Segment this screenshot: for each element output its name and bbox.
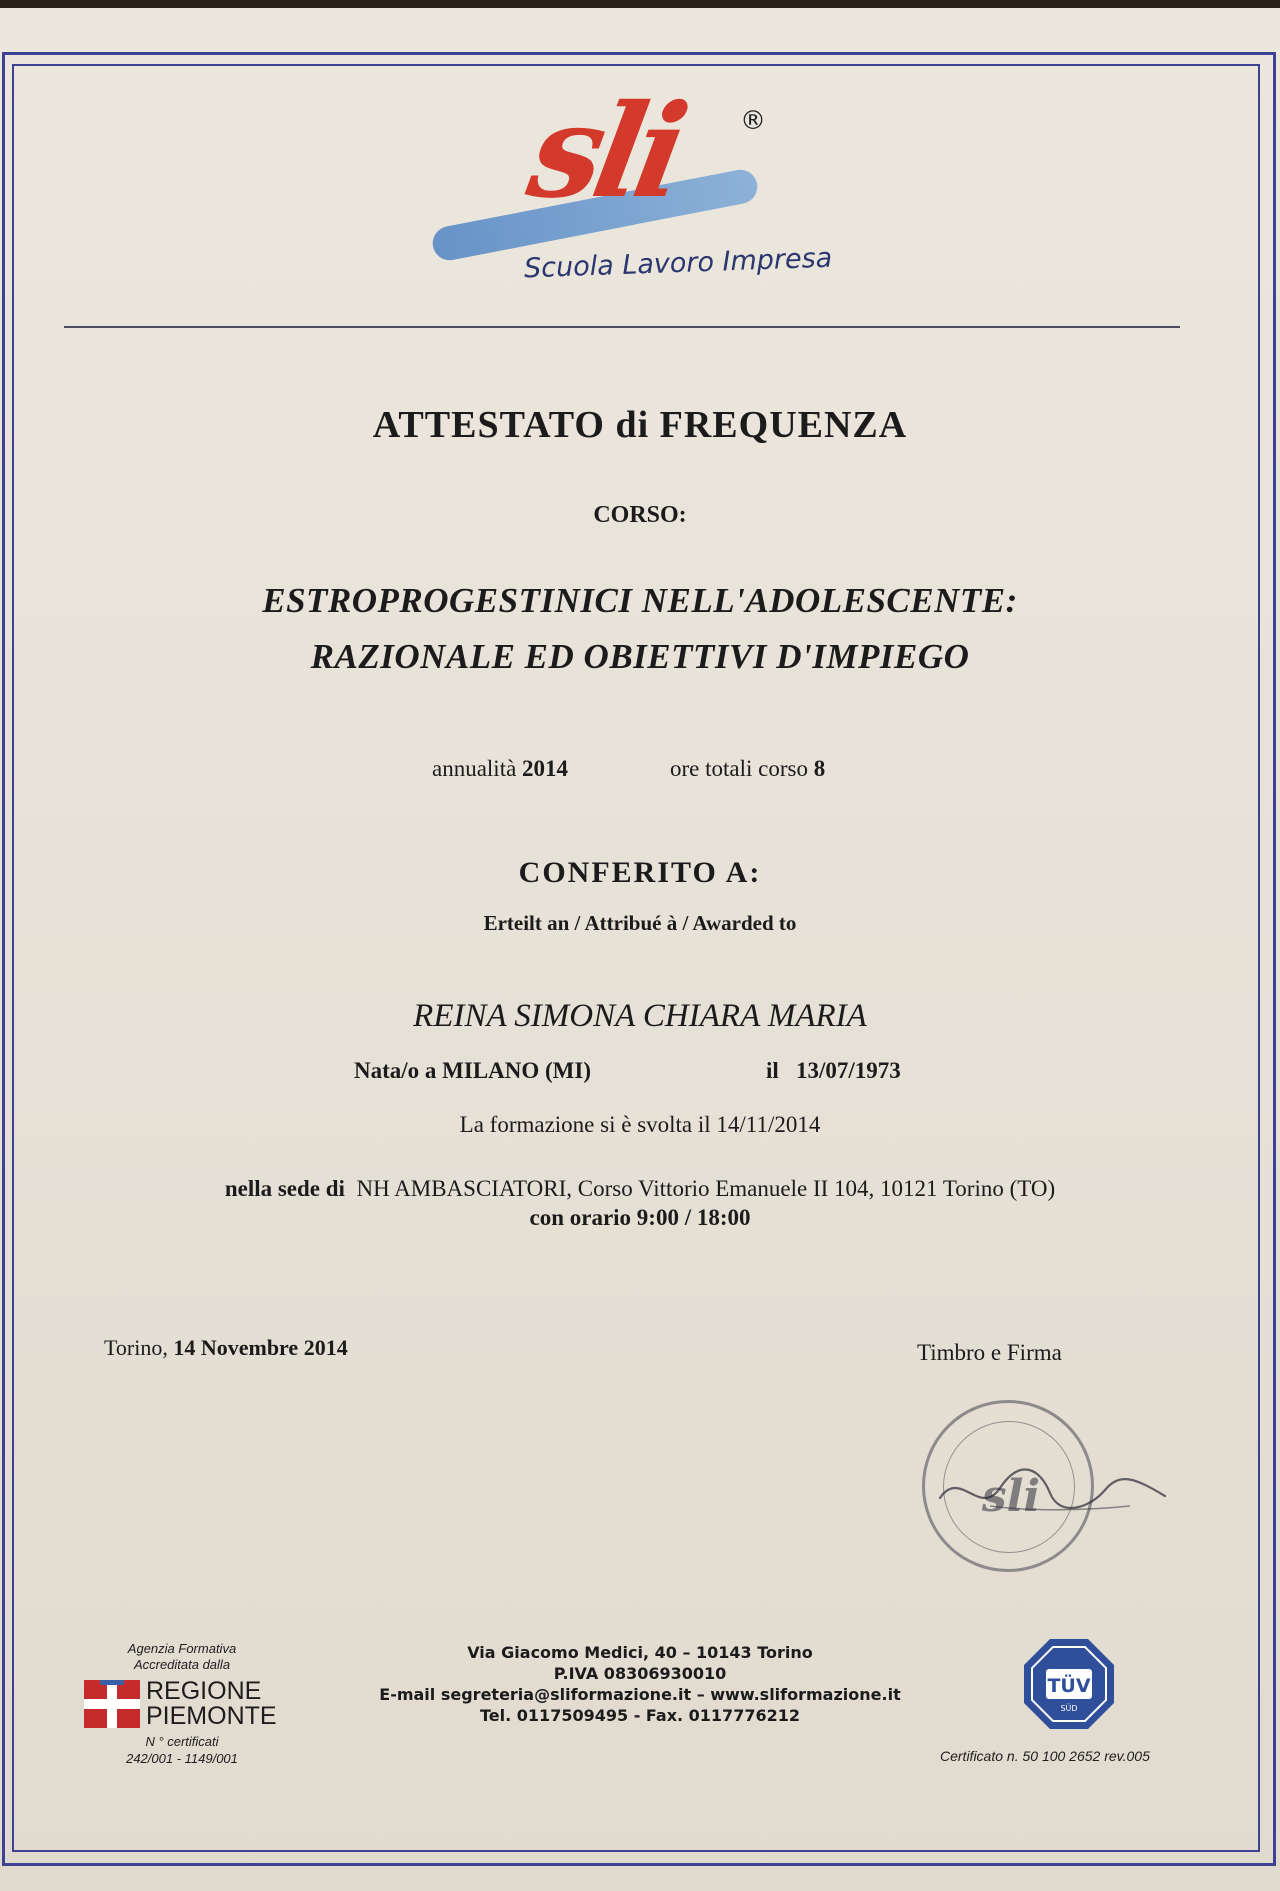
signature bbox=[930, 1448, 1170, 1528]
birth-date bbox=[766, 1058, 901, 1084]
training-date: La formazione si è svolta il 14/11/2014 bbox=[459, 1112, 821, 1137]
birth-place: Nata/o a MILANO (MI) bbox=[354, 1058, 591, 1083]
issue-date: 14 Novembre 2014 bbox=[173, 1335, 348, 1360]
ore-value: 8 bbox=[813, 756, 826, 781]
email-website: E-mail segreteria@sliformazione.it – www.sliformazione.it bbox=[379, 1685, 901, 1704]
region-line1: REGIONE bbox=[146, 1677, 262, 1705]
conferito-heading: CONFERITO A: bbox=[518, 856, 762, 889]
ore-label: ore totali corso bbox=[670, 756, 808, 781]
cert-label: N ° certificati bbox=[145, 1734, 219, 1749]
annualita-value: 2014 bbox=[522, 756, 569, 781]
tuv-certificate-number: Certificato n. 50 100 2652 rev.005 bbox=[940, 1748, 1150, 1764]
annualita bbox=[432, 756, 568, 782]
venue-address: NH AMBASCIATORI, Corso Vittorio Emanuele II 104, 10121 Torino (TO) bbox=[356, 1176, 1056, 1201]
vat-number: P.IVA 08306930010 bbox=[553, 1664, 727, 1683]
stamp-signature-label: Timbro e Firma bbox=[917, 1340, 1062, 1365]
course-label: CORSO: bbox=[593, 502, 687, 528]
issue-place: Torino, bbox=[104, 1335, 168, 1360]
birth-date-value: 13/07/1973 bbox=[796, 1058, 901, 1083]
cert-numbers: 242/001 - 1149/001 bbox=[126, 1751, 238, 1766]
stamp-mark: sli bbox=[981, 1471, 1041, 1522]
sli-logo bbox=[420, 77, 833, 298]
place-and-date bbox=[104, 1335, 348, 1361]
tuv-sub: SÜD bbox=[1060, 1704, 1078, 1713]
address: Via Giacomo Medici, 40 – 10143 Torino bbox=[467, 1643, 813, 1662]
venue-label: nella sede di bbox=[224, 1176, 345, 1201]
phone-fax: Tel. 0117509495 - Fax. 0117776212 bbox=[480, 1706, 800, 1725]
tuv-mark: TÜV bbox=[1047, 1675, 1091, 1697]
region-line2: PIEMONTE bbox=[146, 1702, 277, 1730]
inner-border bbox=[12, 64, 1260, 1852]
recipient-name: REINA SIMONA CHIARA MARIA bbox=[413, 998, 867, 1034]
ore-totali bbox=[670, 756, 825, 782]
annualita-label: annualità bbox=[432, 756, 517, 781]
agency-line2: Accreditata dalla bbox=[133, 1657, 231, 1672]
venue bbox=[0, 1176, 1280, 1202]
tuv-sud-logo-icon bbox=[1022, 1637, 1116, 1731]
birth-date-label: il bbox=[766, 1058, 779, 1083]
header-divider bbox=[64, 326, 1180, 328]
logo-tagline: Scuola Lavoro Impresa bbox=[523, 242, 833, 285]
logo-mark: sli bbox=[518, 77, 691, 227]
certificate-title: ATTESTATO di FREQUENZA bbox=[372, 404, 908, 446]
schedule: con orario 9:00 / 18:00 bbox=[529, 1205, 751, 1230]
course-title-line1: ESTROPROGESTINICI NELL'ADOLESCENTE: bbox=[262, 581, 1018, 620]
agency-line1: Agenzia Formativa bbox=[127, 1641, 237, 1656]
certificate-page bbox=[0, 8, 1280, 1891]
registered-mark: ® bbox=[740, 106, 766, 136]
awarded-to-label: Erteilt an / Attribué à / Awarded to bbox=[483, 911, 797, 935]
course-title-line2: RAZIONALE ED OBIETTIVI D'IMPIEGO bbox=[310, 637, 970, 676]
